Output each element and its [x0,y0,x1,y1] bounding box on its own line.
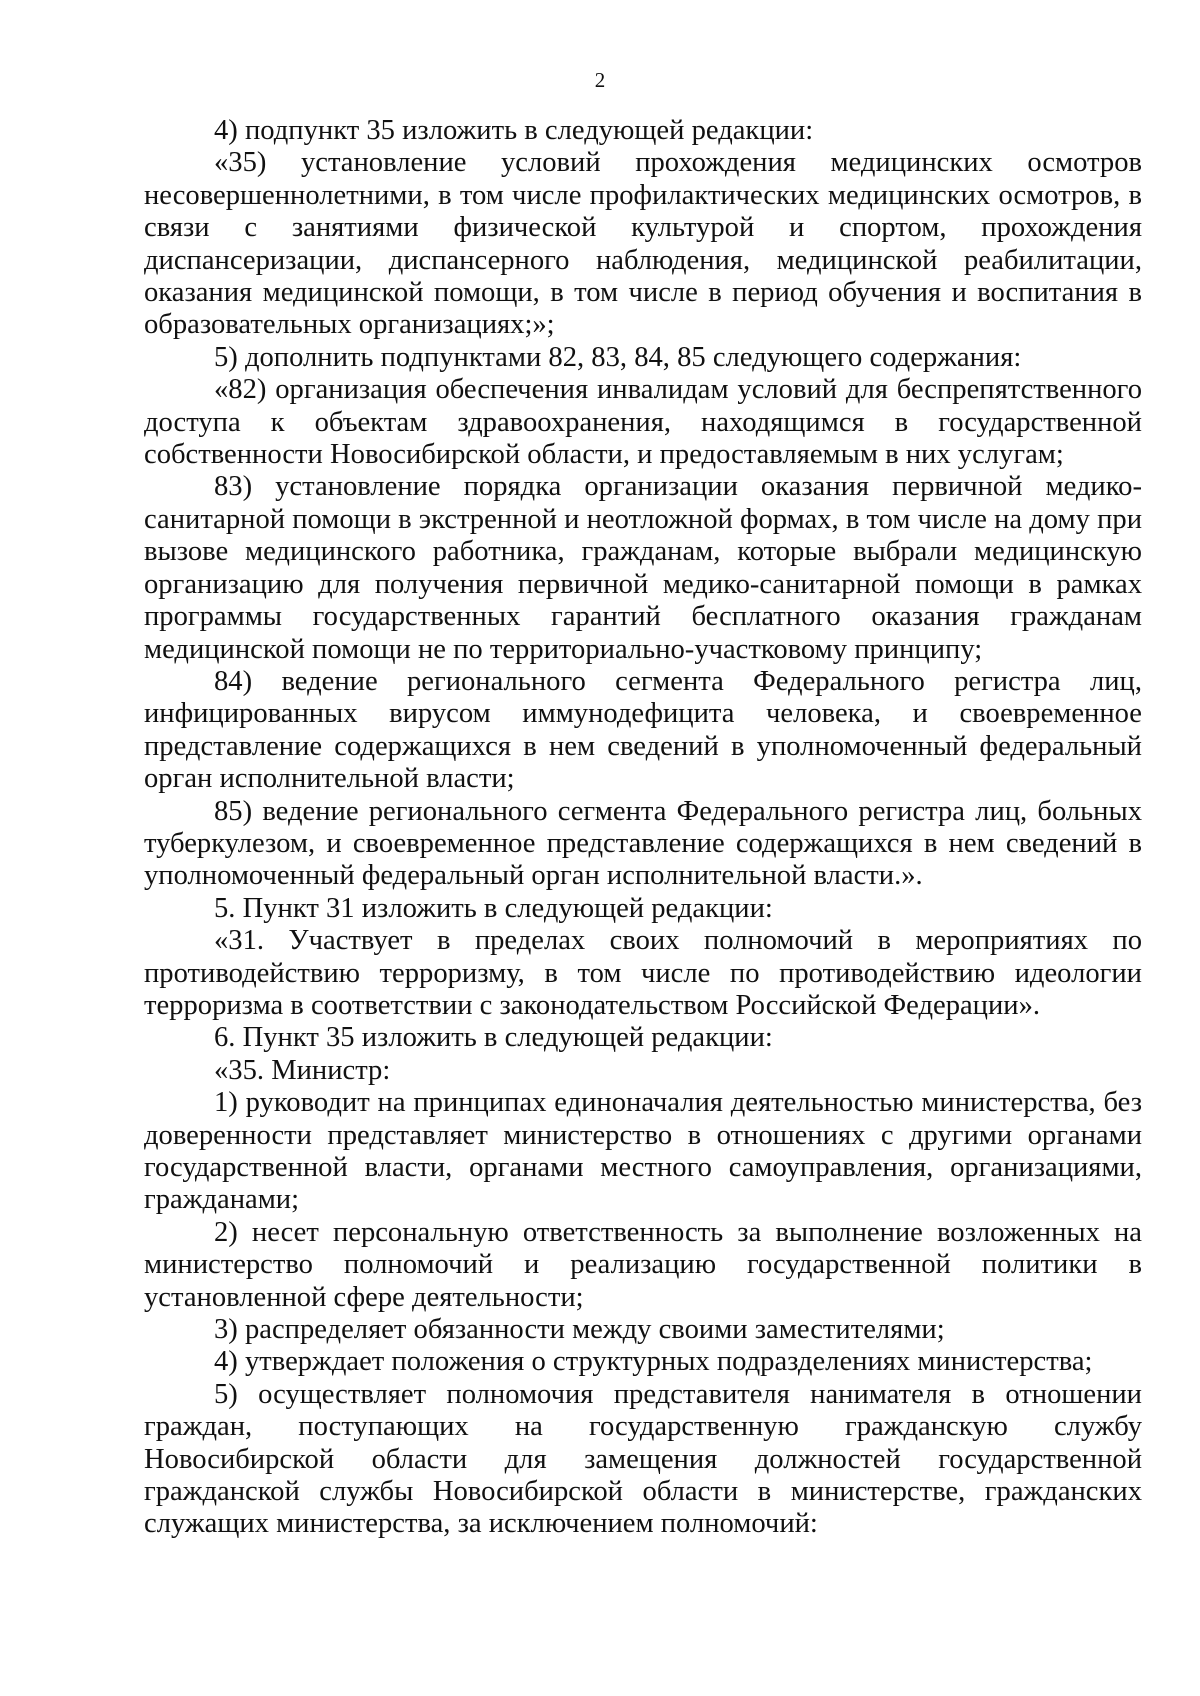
page-number: 2 [594,68,606,92]
paragraph-6: 84) ведение регионального сегмента Федерального регистра лиц, инфицированных вирусом иммунодефицита человека, и своевременное представление содержащихся в нем сведений в уполномоченный федеральный орган исполнительной власти; [144,665,1142,795]
paragraph-14: 3) распределяет обязанности между своими заместителями; [214,1314,945,1346]
paragraph-5: 83) установление порядка организации оказания первичной медико-санитарной помощи в экстренной и неотложной формах, в том числе на дому при вызове медицинского работника, гражданам, которые выбрали медицинскую организацию для получения первичной медико-санитарной помощи в рамках программы государственных гарантий бесплатного оказания гражданам медицинской помощи не по территориально-участковому принципу; [144,471,1142,665]
paragraph-8: 5. Пункт 31 изложить в следующей редакции: [214,892,773,924]
paragraph-11: «35. Министр: [214,1054,391,1086]
paragraph-12: 1) руководит на принципах единоначалия деятельностью министерства, без доверенности представляет министерство в отношениях с другими органами государственной власти, органами местного самоуправления, организациями, гражданами; [144,1087,1142,1216]
paragraph-15: 4) утверждает положения о структурных подразделениях министерства; [214,1346,1093,1378]
paragraph-1: 4) подпункт 35 изложить в следующей редакции: [214,115,814,146]
paragraph-7: 85) ведение регионального сегмента Федерального регистра лиц, больных туберкулезом, и своевременное представление содержащихся в нем сведений в уполномоченный федеральный орган исполнительной власти.». [144,795,1142,892]
paragraph-2: «35) установление условий прохождения медицинских осмотров несовершеннолетними, в том числе профилактических медицинских осмотров, в связи с занятиями физической культурой и спортом, прохождения диспансеризации, диспансерного наблюдения, медицинской реабилитации, оказания медицинской помощи, в том числе в период обучения и воспитания в образовательных организациях;»; [144,147,1142,341]
paragraph-16: 5) осуществляет полномочия представителя нанимателя в отношении граждан, поступающих на государственную гражданскую службу Новосибирской области для замещения должностей государственной гражданской службы Новосибирской области в министерстве, гражданских служащих министерства, за исключением полномочий: [144,1378,1142,1540]
paragraph-13: 2) несет персональную ответственность за выполнение возложенных на министерство полномочий и реализацию государственной политики в установленной сфере деятельности; [144,1216,1142,1313]
paragraph-4: «82) организация обеспечения инвалидам условий для беспрепятственного доступа к объектам здравоохранения, находящимся в государственной собственности Новосибирской области, и предоставляемым в них услугам; [144,374,1142,471]
document-body [144,115,1142,1541]
paragraph-10: 6. Пункт 35 изложить в следующей редакции: [214,1022,773,1054]
paragraph-9: «31. Участвует в пределах своих полномочий в мероприятиях по противодействию терроризму, в том числе по противодействию идеологии терроризма в соответствии с законодательством Российской Федерации». [144,925,1142,1021]
paragraph-3: 5) дополнить подпунктами 82, 83, 84, 85 следующего содержания: [214,341,1022,373]
